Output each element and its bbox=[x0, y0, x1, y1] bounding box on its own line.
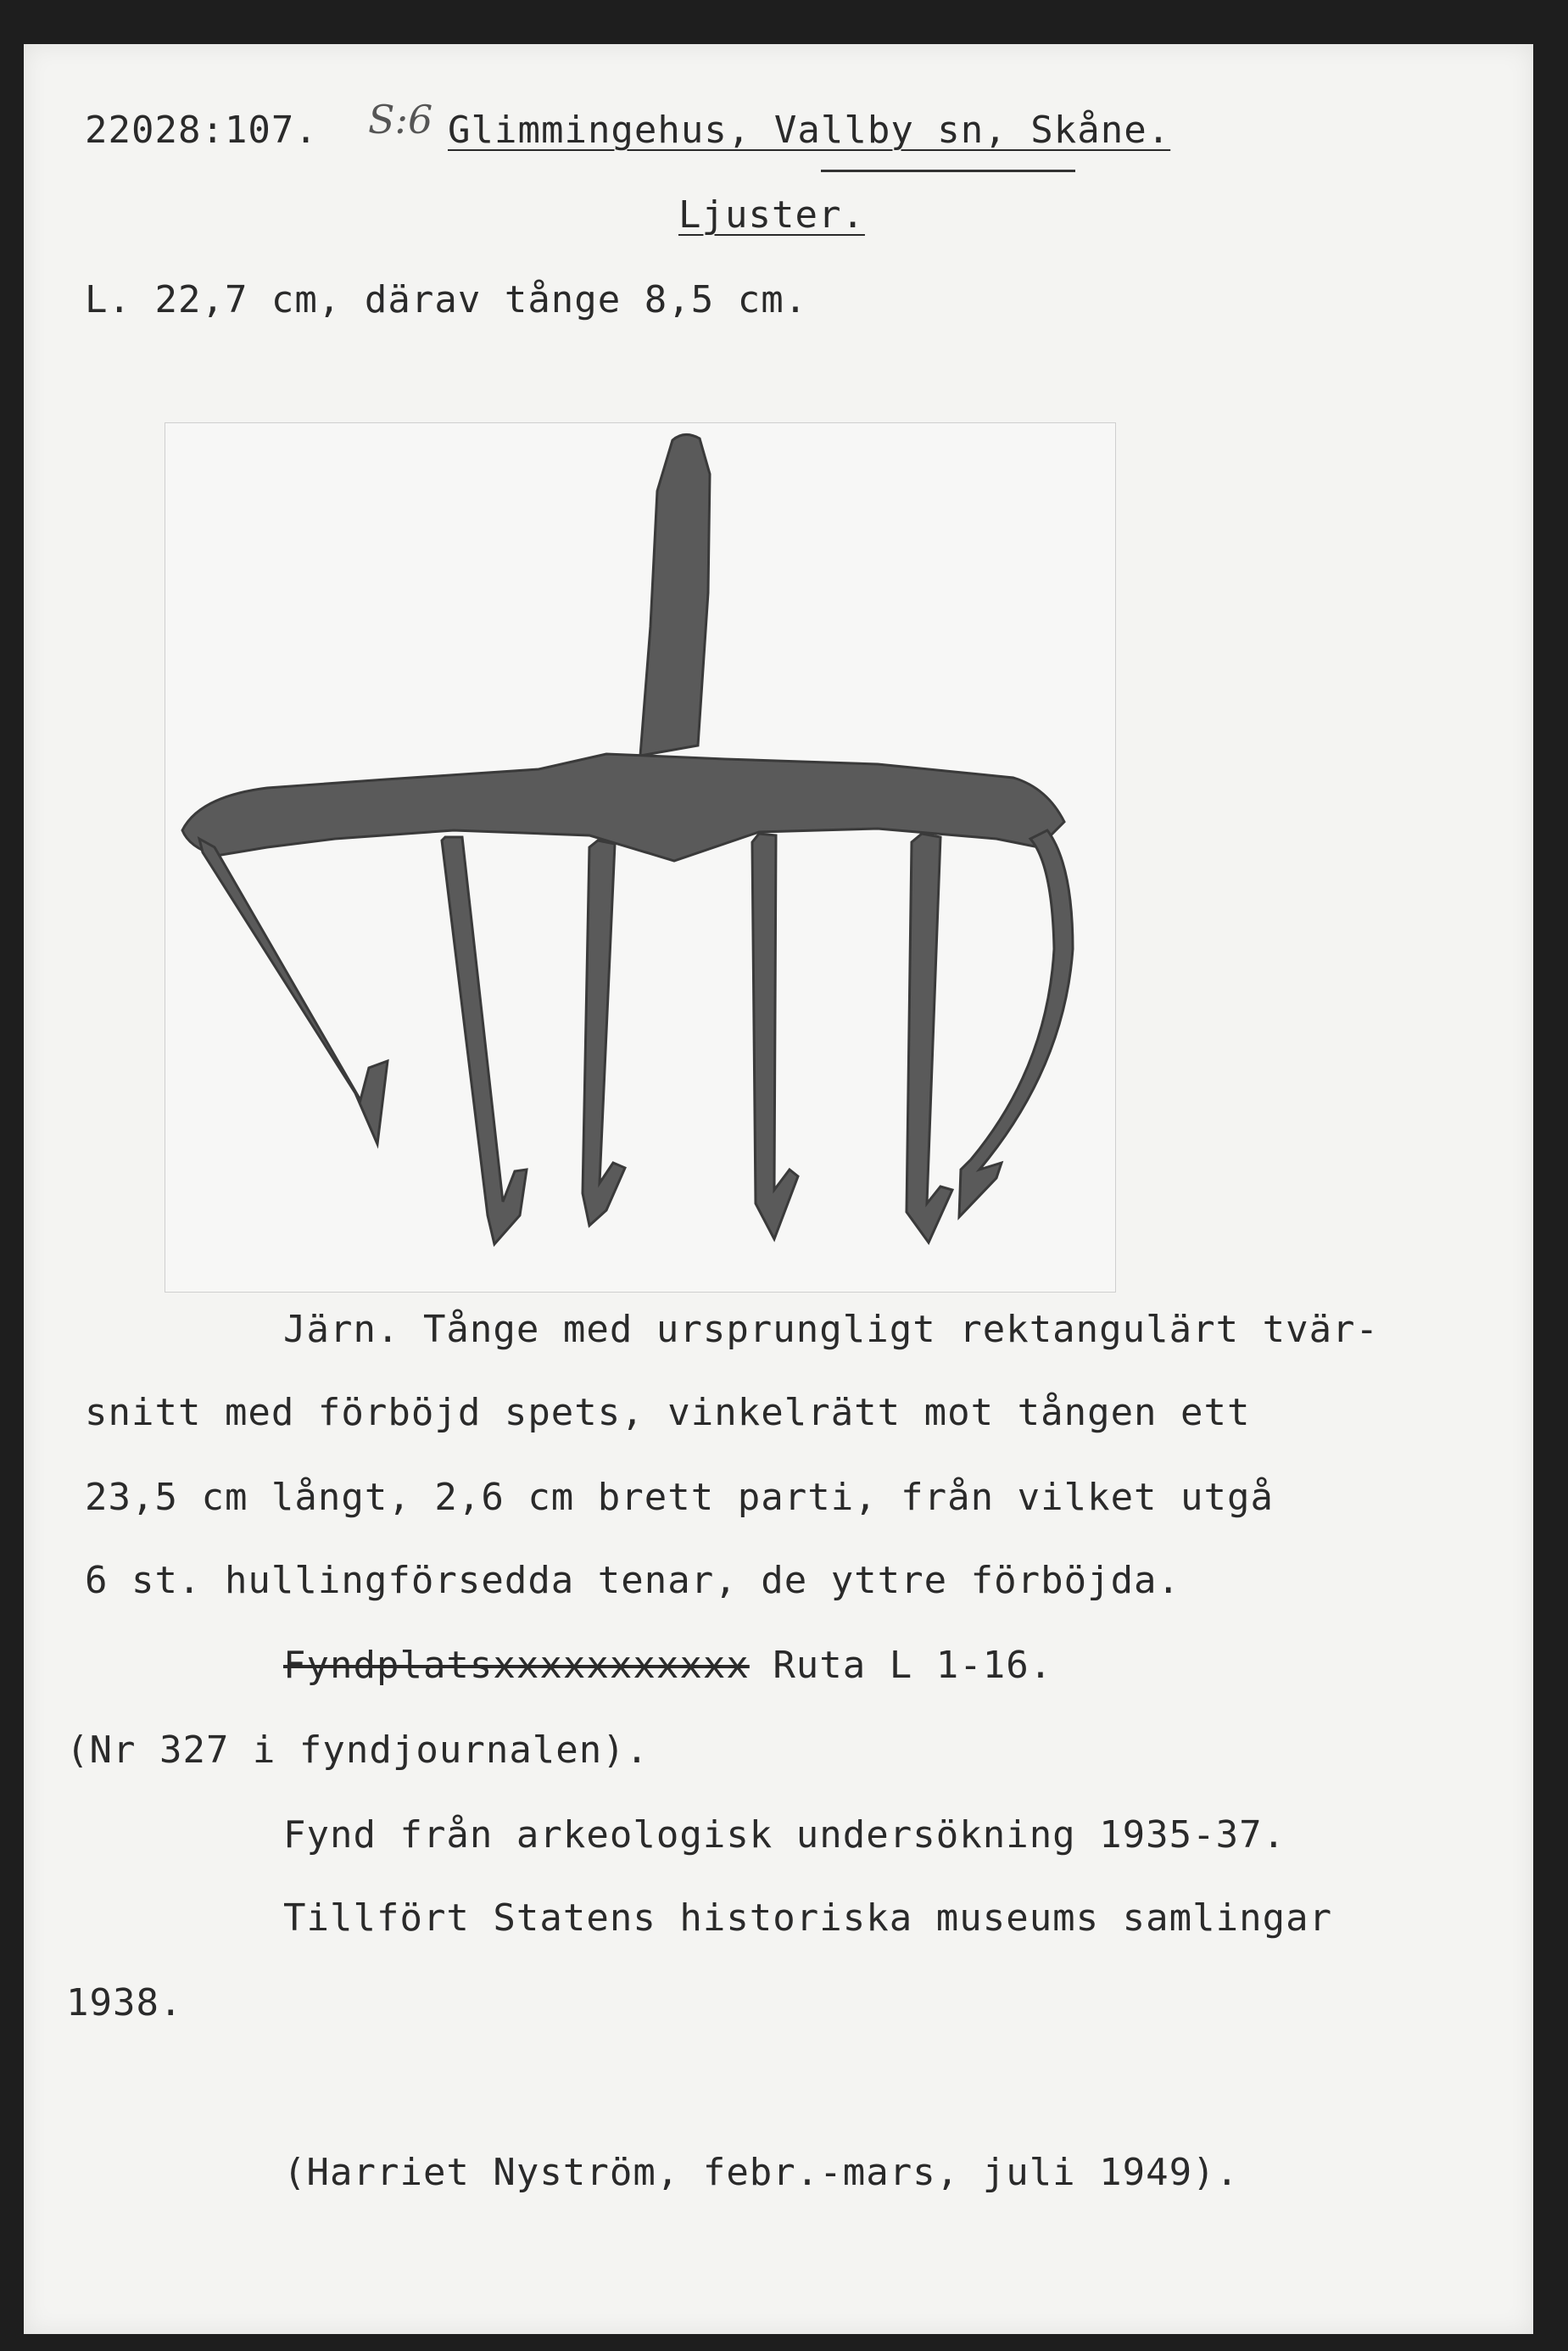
description-line-2: snitt med förböjd spets, vinkelrätt mot tången ett bbox=[85, 1391, 1251, 1434]
struck-out-text: Fyndplatsxxxxxxxxxxx bbox=[283, 1644, 750, 1687]
journal-number: (Nr 327 i fyndjournalen). bbox=[66, 1728, 650, 1772]
catalog-number: 22028:107. bbox=[85, 109, 318, 152]
excavation-note: Fynd från arkeologisk undersökning 1935-37. bbox=[283, 1813, 1286, 1857]
description-line-1: Järn. Tånge med ursprungligt rektangulärt tvär- bbox=[283, 1308, 1380, 1351]
object-photo bbox=[165, 422, 1116, 1293]
catalog-card bbox=[24, 44, 1533, 2334]
ruta-reference: Ruta L 1-16. bbox=[773, 1644, 1053, 1687]
object-name: Ljuster. bbox=[678, 193, 865, 237]
author-signature: (Harriet Nyström, febr.-mars, juli 1949). bbox=[283, 2151, 1240, 2194]
handwritten-mark: S:6 bbox=[368, 97, 433, 142]
measurements: L. 22,7 cm, därav tånge 8,5 cm. bbox=[85, 278, 808, 321]
description-line-4: 6 st. hullingförsedda tenar, de yttre förböjda. bbox=[85, 1559, 1181, 1602]
site-name: Glimmingehus, Vallby sn, Skåne. bbox=[448, 109, 1171, 152]
iron-fish-spear-icon bbox=[165, 423, 1115, 1292]
transfer-year: 1938. bbox=[66, 1981, 183, 2024]
transfer-note: Tillfört Statens historiska museums samlingar bbox=[283, 1896, 1333, 1940]
find-location-line bbox=[283, 1644, 1052, 1687]
description-line-3: 23,5 cm långt, 2,6 cm brett parti, från vilket utgå bbox=[85, 1476, 1275, 1519]
handwritten-underline bbox=[821, 170, 1075, 172]
